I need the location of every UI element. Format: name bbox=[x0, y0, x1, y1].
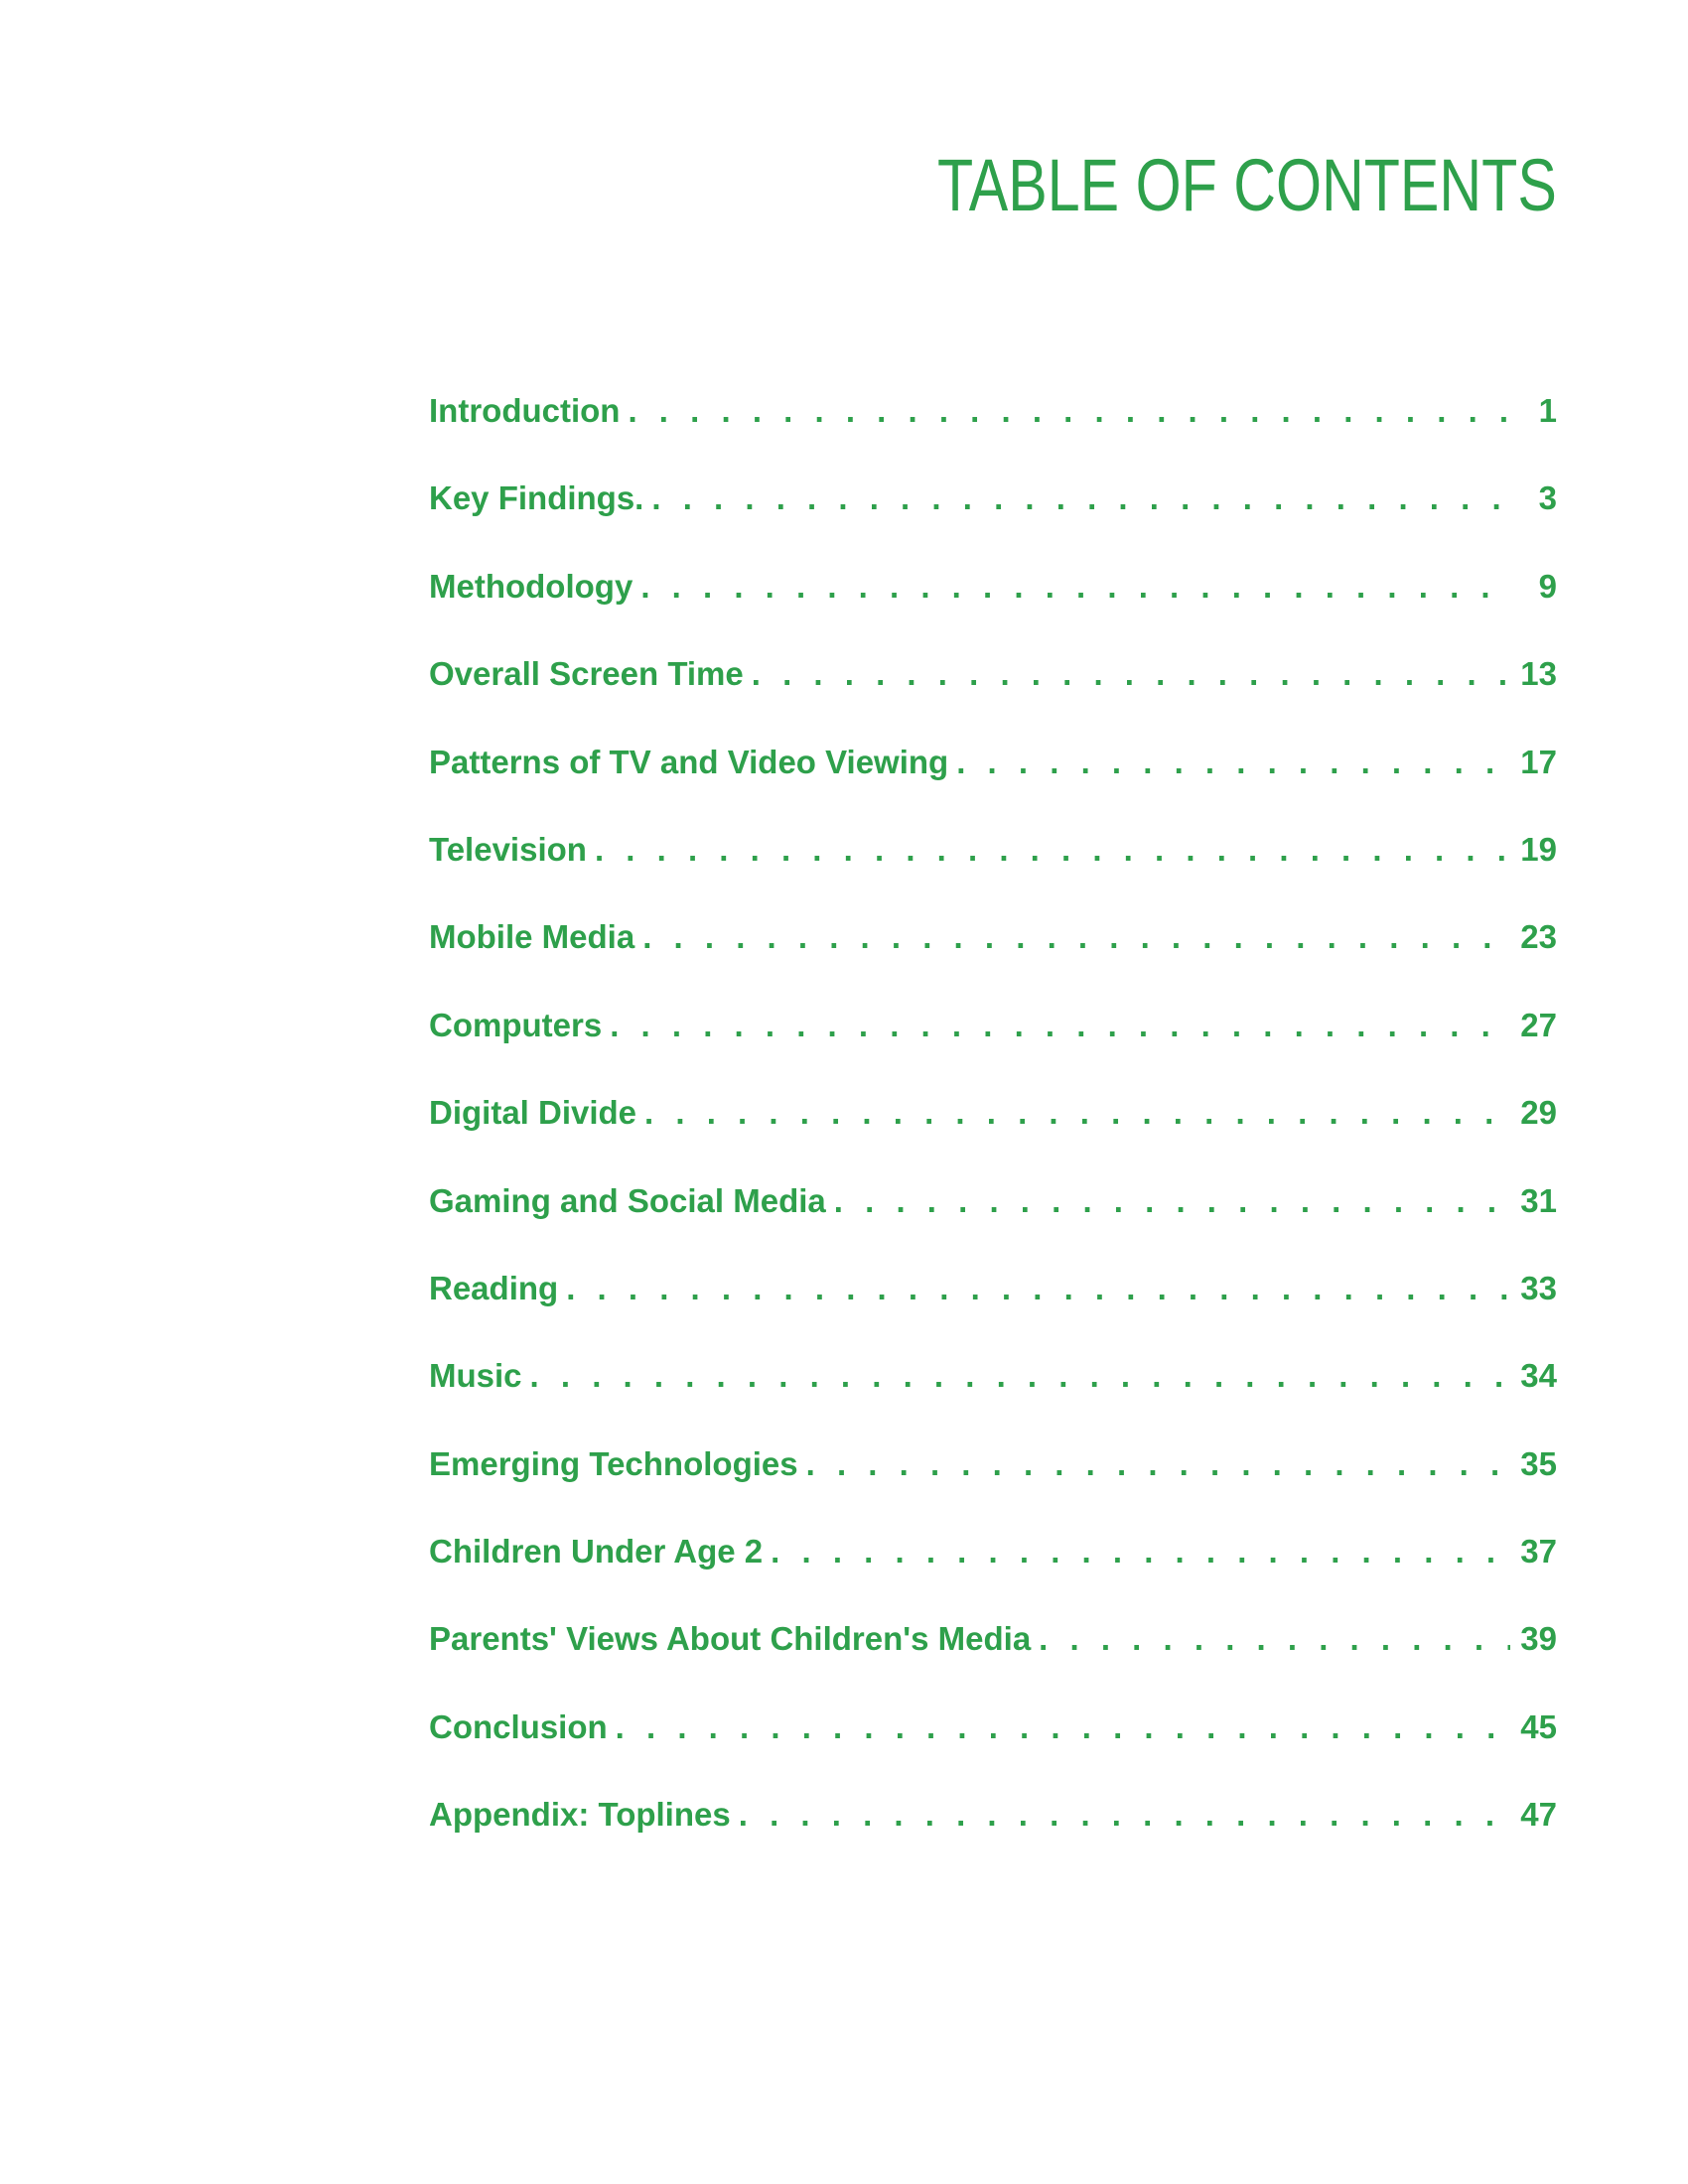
toc-entry[interactable] bbox=[429, 1350, 1557, 1437]
toc-entry-page-number: 39 bbox=[1520, 1620, 1557, 1658]
dot-leader bbox=[628, 385, 1513, 437]
toc-entry[interactable] bbox=[429, 1613, 1557, 1701]
dot-leader bbox=[1039, 1613, 1510, 1665]
toc-entry-page-number: 23 bbox=[1520, 918, 1557, 956]
toc-entry[interactable] bbox=[429, 824, 1557, 911]
toc-entry[interactable] bbox=[429, 1000, 1557, 1087]
toc-entry-label: Parents' Views About Children's Media bbox=[429, 1620, 1032, 1658]
toc-entry-label: Introduction bbox=[429, 392, 621, 429]
toc-entry-page-number: 29 bbox=[1520, 1094, 1557, 1132]
toc-entry-label: Conclusion bbox=[429, 1707, 608, 1745]
toc-entry[interactable] bbox=[429, 561, 1557, 648]
dot-leader bbox=[834, 1175, 1511, 1227]
toc-entry-page-number: 17 bbox=[1520, 743, 1557, 780]
dot-leader bbox=[739, 1789, 1511, 1841]
toc-entry-label: Music bbox=[429, 1357, 522, 1395]
toc-entry[interactable] bbox=[429, 911, 1557, 999]
toc-entry[interactable] bbox=[429, 648, 1557, 736]
toc-entry[interactable] bbox=[429, 737, 1557, 824]
toc-entry[interactable] bbox=[429, 473, 1557, 560]
toc-entry-label: Emerging Technologies bbox=[429, 1444, 798, 1482]
toc-entry-label: Appendix: Toplines bbox=[429, 1796, 731, 1834]
dot-leader bbox=[752, 648, 1511, 700]
toc-entry[interactable] bbox=[429, 385, 1557, 473]
toc-entry-label: Patterns of TV and Video Viewing bbox=[429, 743, 949, 780]
toc-entry-page-number: 34 bbox=[1520, 1357, 1557, 1395]
dot-leader bbox=[530, 1350, 1511, 1402]
toc-entry[interactable] bbox=[429, 1087, 1557, 1174]
toc-entry-page-number: 45 bbox=[1520, 1707, 1557, 1745]
toc-entry-page-number: 33 bbox=[1520, 1269, 1557, 1306]
dot-leader bbox=[642, 911, 1510, 963]
toc-entry[interactable] bbox=[429, 1263, 1557, 1350]
toc-entry[interactable] bbox=[429, 1789, 1557, 1876]
toc-entry-page-number: 35 bbox=[1520, 1444, 1557, 1482]
dot-leader bbox=[956, 737, 1510, 788]
toc-entry[interactable] bbox=[429, 1702, 1557, 1789]
dot-leader bbox=[651, 473, 1513, 524]
toc-entry-label: Children Under Age 2 bbox=[429, 1533, 764, 1570]
dot-leader bbox=[644, 1087, 1510, 1139]
toc-entry-page-number: 3 bbox=[1538, 479, 1557, 517]
dot-leader bbox=[806, 1438, 1511, 1490]
dot-leader bbox=[610, 1000, 1510, 1051]
toc-entry-page-number: 9 bbox=[1538, 567, 1557, 605]
toc-entry-page-number: 19 bbox=[1520, 830, 1557, 868]
toc-entry-label: Digital Divide bbox=[429, 1094, 637, 1132]
toc-entry-label: Television bbox=[429, 830, 587, 868]
dot-leader bbox=[595, 824, 1510, 876]
dot-leader bbox=[640, 561, 1513, 613]
toc-entry[interactable] bbox=[429, 1438, 1557, 1526]
toc-entry[interactable] bbox=[429, 1175, 1557, 1263]
table-of-contents bbox=[429, 385, 1557, 1877]
page-title: TABLE OF CONTENTS bbox=[937, 144, 1557, 226]
toc-entry-label: Key Findings. bbox=[429, 479, 644, 517]
dot-leader bbox=[771, 1526, 1510, 1577]
toc-entry-label: Reading bbox=[429, 1269, 559, 1306]
toc-entry-label: Methodology bbox=[429, 567, 633, 605]
toc-entry-page-number: 37 bbox=[1520, 1533, 1557, 1570]
toc-entry-page-number: 1 bbox=[1538, 392, 1557, 429]
toc-entry[interactable] bbox=[429, 1526, 1557, 1613]
toc-entry-label: Mobile Media bbox=[429, 918, 635, 956]
toc-entry-page-number: 31 bbox=[1520, 1181, 1557, 1219]
dot-leader bbox=[566, 1263, 1510, 1314]
dot-leader bbox=[616, 1702, 1511, 1753]
toc-entry-page-number: 47 bbox=[1520, 1796, 1557, 1834]
toc-entry-label: Overall Screen Time bbox=[429, 655, 744, 693]
toc-entry-page-number: 13 bbox=[1520, 655, 1557, 693]
toc-entry-label: Gaming and Social Media bbox=[429, 1181, 826, 1219]
toc-entry-page-number: 27 bbox=[1520, 1006, 1557, 1043]
toc-entry-label: Computers bbox=[429, 1006, 603, 1043]
